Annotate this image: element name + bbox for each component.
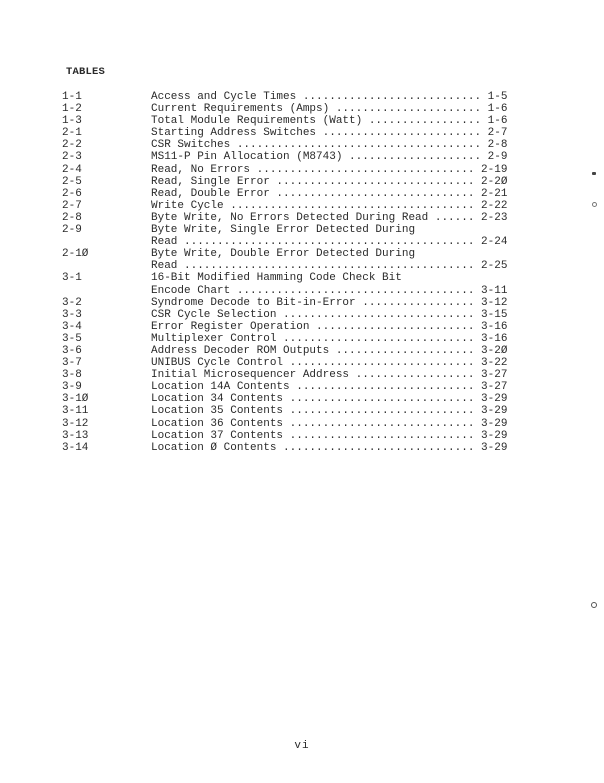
table-title: Location 34 Contents ............................ 3-29 — [151, 393, 508, 406]
table-number: 2-9 — [62, 224, 82, 237]
table-title: Syndrome Decode to Bit-in-Error ................. 3-12 — [151, 296, 508, 309]
table-title: Location 37 Contents ............................ 3-29 — [151, 429, 508, 442]
table-entry-row — [62, 103, 552, 115]
table-title: Read, No Errors ................................. 2-19 — [151, 163, 508, 176]
table-entry-row — [62, 248, 552, 260]
table-entry-row — [62, 297, 552, 309]
table-entry-row — [62, 418, 552, 430]
table-entry-row — [62, 139, 552, 151]
table-title: Current Requirements (Amps) ...................... 1-6 — [151, 103, 508, 116]
table-title: Total Module Requirements (Watt) ................. 1-6 — [151, 115, 508, 128]
table-title: UNIBUS Cycle Control ............................ 3-22 — [151, 357, 508, 370]
table-title: CSR Cycle Selection ............................. 3-15 — [151, 308, 508, 321]
table-title: Read, Double Error .............................. 2-21 — [151, 187, 508, 200]
table-entry-row — [62, 115, 552, 127]
table-number: 3-1 — [62, 272, 82, 285]
table-title: Read, Single Error .............................. 2-2Ø — [151, 175, 508, 188]
table-number — [62, 285, 151, 297]
table-entry-row — [62, 333, 552, 345]
table-title: Location 36 Contents ............................ 3-29 — [151, 417, 508, 430]
table-entry-row — [62, 127, 552, 139]
table-entry-row — [62, 91, 552, 103]
table-title: 16-Bit Modified Hamming Code Check Bit — [151, 272, 402, 285]
table-title: Location 14A Contents ........................... 3-27 — [151, 381, 508, 394]
table-list — [62, 91, 552, 454]
table-title: Byte Write, Single Error Detected During — [151, 224, 416, 237]
page-number: vi — [294, 740, 310, 752]
table-number — [62, 236, 151, 248]
table-title: Address Decoder ROM Outputs ..................... 3-2Ø — [151, 344, 508, 357]
table-number: 3-12 — [62, 417, 89, 430]
table-title: Location 35 Contents ............................ 3-29 — [151, 405, 508, 418]
table-title: Starting Address Switches ........................ 2-7 — [151, 127, 508, 140]
table-entry-row — [62, 285, 552, 297]
table-entry-row — [62, 188, 552, 200]
table-number: 3-9 — [62, 381, 82, 394]
table-title: Read ............................................ 2-25 — [151, 260, 508, 273]
scan-speck — [591, 602, 597, 608]
table-entry-row — [62, 200, 552, 212]
table-title: Initial Microsequencer Address .................. 3-27 — [151, 369, 508, 382]
table-number: 3-13 — [62, 429, 89, 442]
table-number: 3-4 — [62, 320, 82, 333]
table-number: 1-3 — [62, 115, 82, 128]
table-entry-row — [62, 260, 552, 272]
table-number: 3-6 — [62, 344, 82, 357]
table-number — [62, 260, 151, 272]
table-title: Error Register Operation ........................ 3-16 — [151, 320, 508, 333]
table-entry-row — [62, 321, 552, 333]
table-number: 2-1Ø — [62, 248, 89, 261]
table-title: Multiplexer Control ............................. 3-16 — [151, 332, 508, 345]
table-number: 3-3 — [62, 308, 82, 321]
table-entry-row — [62, 381, 552, 393]
table-number: 2-8 — [62, 211, 82, 224]
table-title: Write Cycle ..................................... 2-22 — [151, 199, 508, 212]
table-entry-row — [62, 272, 552, 284]
table-title: Access and Cycle Times ........................... 1-5 — [151, 91, 508, 103]
table-number: 3-7 — [62, 357, 82, 370]
table-entry-row — [62, 236, 552, 248]
table-number: 3-2 — [62, 296, 82, 309]
table-title: Location Ø Contents ............................. 3-29 — [151, 441, 508, 454]
table-entry-row — [62, 309, 552, 321]
table-number: 1-1 — [62, 91, 82, 103]
table-number: 3-14 — [62, 441, 89, 454]
table-title: Byte Write, No Errors Detected During Read ...... 2-23 — [151, 211, 508, 224]
table-title: CSR Switches ..................................... 2-8 — [151, 139, 508, 152]
table-number: 2-6 — [62, 187, 82, 200]
table-number: 2-7 — [62, 199, 82, 212]
table-entry-row — [62, 442, 552, 454]
table-entry-row — [62, 345, 552, 357]
table-title: Read ............................................ 2-24 — [151, 236, 508, 249]
table-number: 3-5 — [62, 332, 82, 345]
table-number: 2-5 — [62, 175, 82, 188]
table-entry-row — [62, 393, 552, 405]
scan-speck — [592, 172, 596, 175]
table-entry-row — [62, 151, 552, 163]
table-title: MS11-P Pin Allocation (M8743) .................... 2-9 — [151, 151, 508, 164]
table-number: 2-2 — [62, 139, 82, 152]
table-number: 2-1 — [62, 127, 82, 140]
scan-speck — [592, 202, 597, 207]
table-title: Encode Chart .................................... 3-11 — [151, 284, 508, 297]
table-number: 1-2 — [62, 103, 82, 116]
table-number: 3-1Ø — [62, 393, 89, 406]
table-entry-row — [62, 212, 552, 224]
table-entry-row — [62, 176, 552, 188]
table-number: 2-3 — [62, 151, 82, 164]
table-number: 3-11 — [62, 405, 89, 418]
table-number: 2-4 — [62, 163, 82, 176]
table-entry-row — [62, 430, 552, 442]
table-entry-row — [62, 369, 552, 381]
table-entry-row — [62, 357, 552, 369]
page-heading: TABLES — [66, 66, 106, 78]
table-entry-row — [62, 164, 552, 176]
table-title: Byte Write, Double Error Detected During — [151, 248, 416, 261]
table-entry-row — [62, 405, 552, 417]
table-number: 3-8 — [62, 369, 82, 382]
table-entry-row — [62, 224, 552, 236]
